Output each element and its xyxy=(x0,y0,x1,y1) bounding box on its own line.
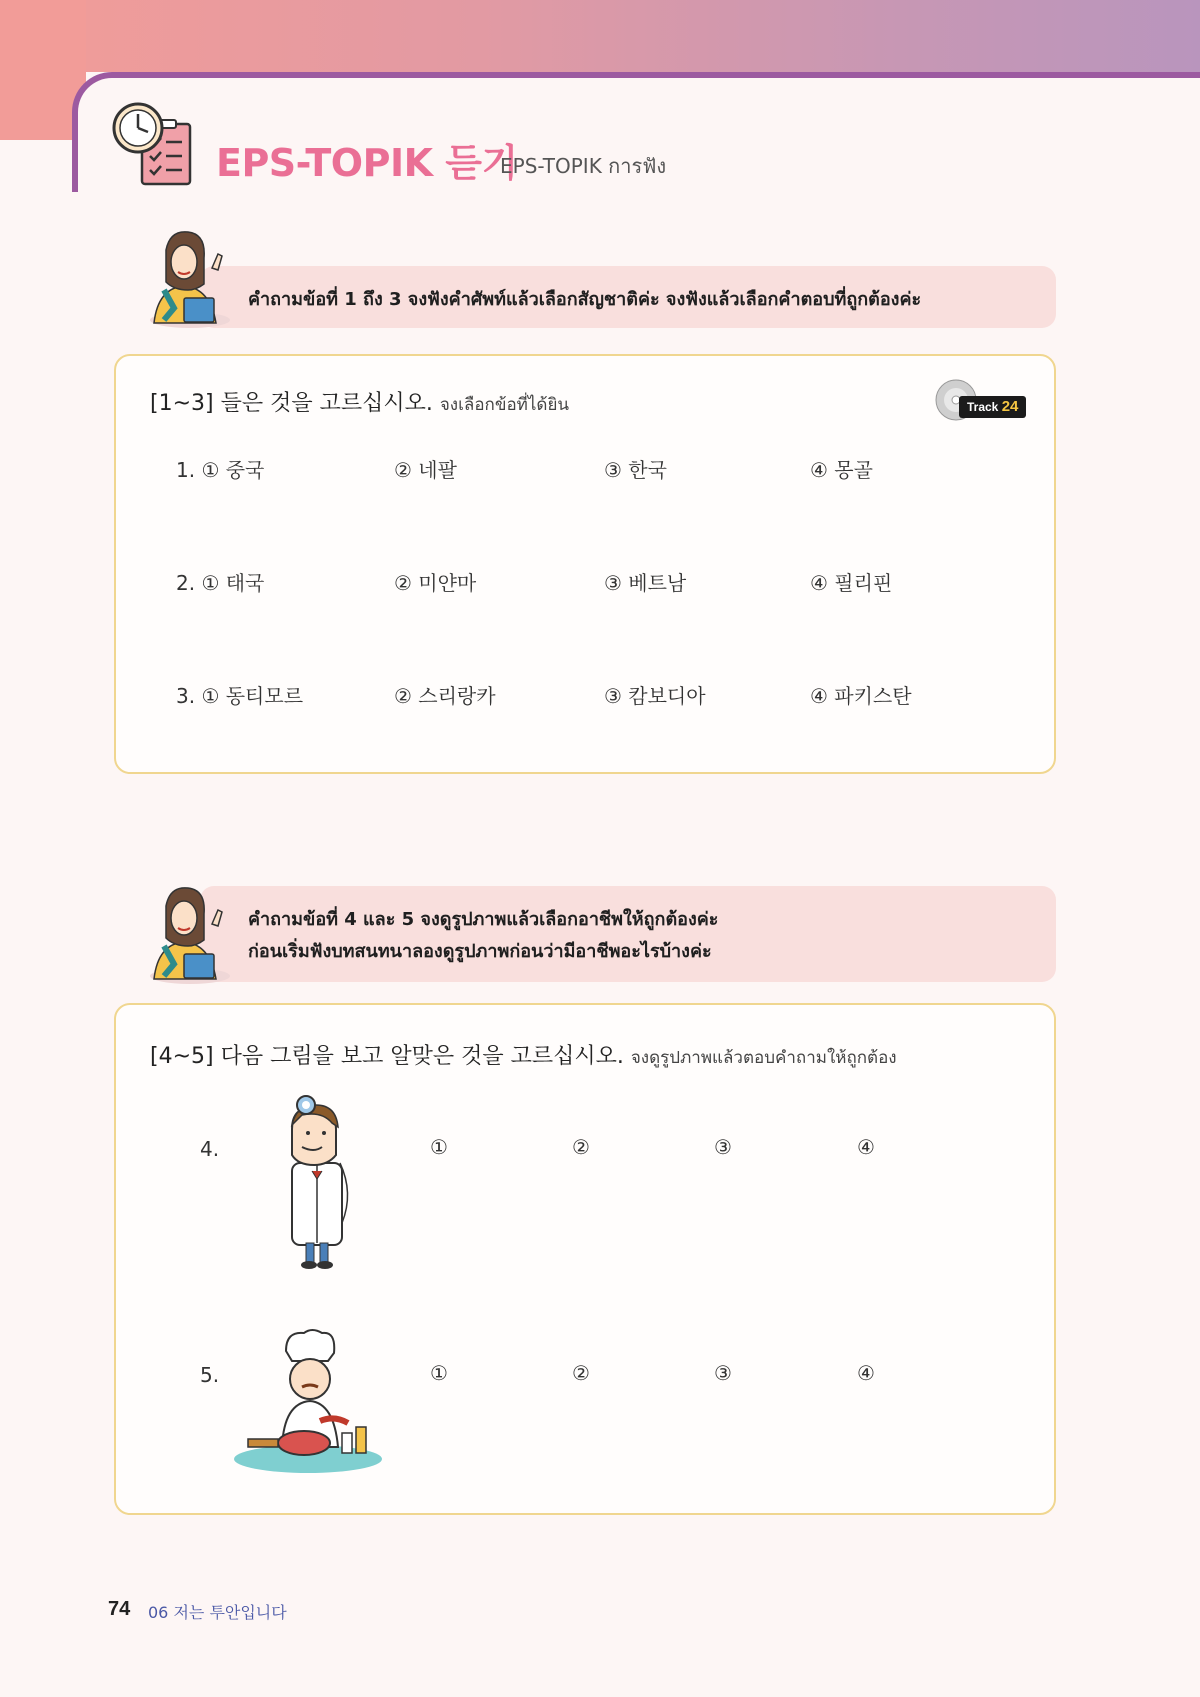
track-label: Track xyxy=(967,400,999,414)
option-1[interactable]: ① xyxy=(430,1361,448,1385)
track-badge[interactable] xyxy=(959,396,1026,418)
option-3[interactable]: ③ xyxy=(714,1135,732,1159)
option-4[interactable]: ④ xyxy=(857,1361,875,1385)
option-1[interactable]: ① 중국 xyxy=(201,458,265,482)
instruction-text-line2: ก่อนเริ่มฟังบทสนทนาลองดูรูปภาพก่อนว่ามีอาชีพอะไรบ้างค่ะ xyxy=(248,941,712,962)
question-box-4-5 xyxy=(114,1003,1056,1515)
question-box-1-3 xyxy=(114,354,1056,774)
instruction-bubble-2 xyxy=(200,886,1056,982)
option-4[interactable]: ④ 파키스탄 xyxy=(810,684,912,708)
page-subtitle: EPS-TOPIK การฟัง xyxy=(500,154,667,178)
option-2[interactable]: ② xyxy=(572,1361,590,1385)
question-2 xyxy=(176,567,264,596)
teacher-illustration xyxy=(144,884,236,984)
heading-korean: [4~5] 다음 그림을 보고 알맞은 것을 고르십시오. xyxy=(150,1044,624,1069)
option-3[interactable]: ③ 캄보디아 xyxy=(604,684,706,708)
question-3 xyxy=(176,680,303,709)
option-3[interactable]: ③ 베트남 xyxy=(604,571,687,595)
track-number: 24 xyxy=(1001,398,1019,415)
page-title: EPS-TOPIK 듣기 xyxy=(216,141,518,185)
option-2[interactable]: ② 네팔 xyxy=(394,458,457,482)
section-heading xyxy=(150,1039,897,1071)
option-2[interactable]: ② 스리랑카 xyxy=(394,684,496,708)
question-number: 2. xyxy=(176,571,196,595)
option-2[interactable]: ② xyxy=(572,1135,590,1159)
question-1 xyxy=(176,454,264,483)
doctor-illustration xyxy=(262,1093,362,1271)
option-1[interactable]: ① xyxy=(430,1135,448,1159)
chapter-title: 06 저는 투안입니다 xyxy=(148,1603,287,1622)
option-3[interactable]: ③ xyxy=(714,1361,732,1385)
option-2[interactable]: ② 미얀마 xyxy=(394,571,477,595)
option-1[interactable]: ① 동티모르 xyxy=(201,684,304,708)
heading-korean: [1~3] 들은 것을 고르십시오. xyxy=(150,391,433,416)
chef-illustration xyxy=(230,1327,386,1477)
section-heading xyxy=(150,386,569,418)
instruction-bubble-1 xyxy=(200,266,1056,328)
page-number: 74 xyxy=(108,1598,131,1620)
question-number-4: 4. xyxy=(200,1137,220,1161)
option-4[interactable]: ④ xyxy=(857,1135,875,1159)
option-4[interactable]: ④ 몽골 xyxy=(810,458,873,482)
question-number-5: 5. xyxy=(200,1363,220,1387)
top-gradient-band xyxy=(0,0,1200,72)
clock-checklist-icon xyxy=(112,100,196,190)
heading-thai: จงเลือกข้อที่ได้ยิน xyxy=(439,395,570,415)
option-3[interactable]: ③ 한국 xyxy=(604,458,667,482)
instruction-text-line1: คำถามข้อที่ 4 และ 5 จงดูรูปภาพแล้วเลือกอาชีพให้ถูกต้องค่ะ xyxy=(248,909,719,930)
heading-thai: จงดูรูปภาพแล้วตอบคำถามให้ถูกต้อง xyxy=(630,1048,897,1068)
option-1[interactable]: ① 태국 xyxy=(201,571,265,595)
question-number: 1. xyxy=(176,458,196,482)
teacher-illustration xyxy=(144,228,236,328)
instruction-text: คำถามข้อที่ 1 ถึง 3 จงฟังคำศัพท์แล้วเลือกสัญชาติค่ะ จงฟังแล้วเลือกคำตอบที่ถูกต้องค่ะ xyxy=(248,289,922,310)
question-number: 3. xyxy=(176,684,196,708)
option-4[interactable]: ④ 필리핀 xyxy=(810,571,893,595)
